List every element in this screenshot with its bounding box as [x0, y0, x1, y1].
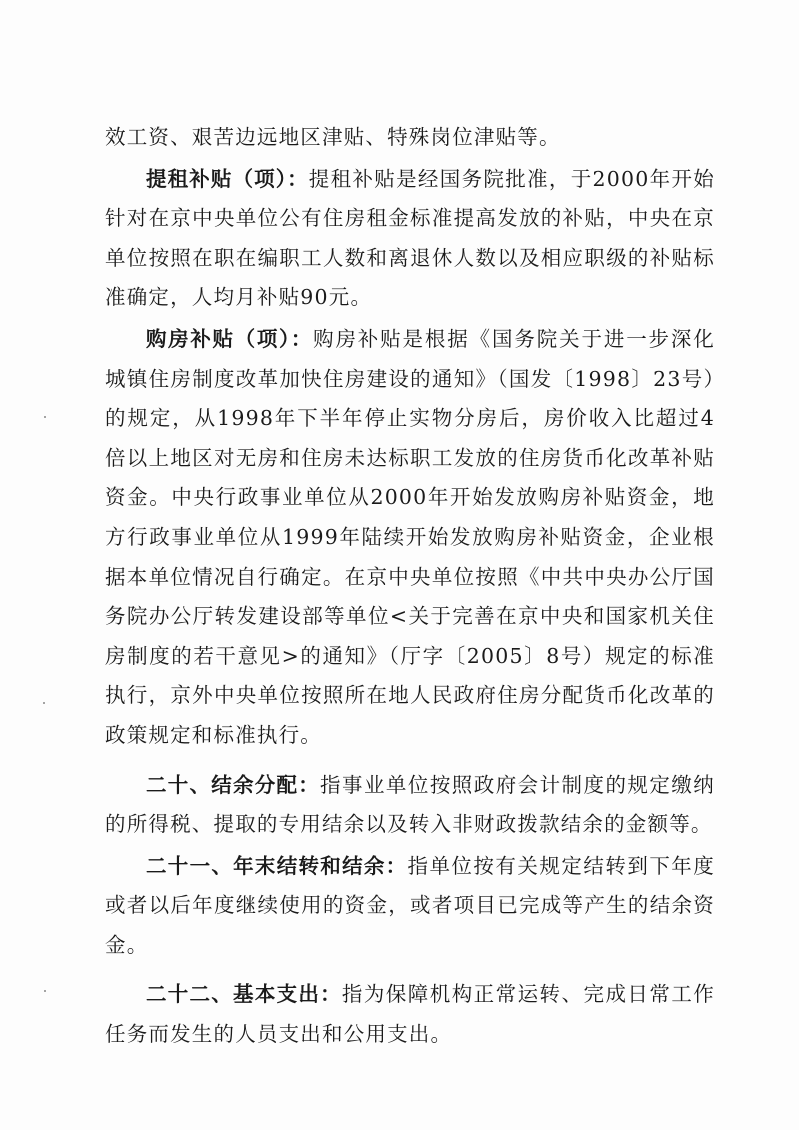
term-heading: 二十、结余分配： — [146, 772, 321, 797]
paragraph — [105, 975, 715, 1054]
paragraph-text: 效工资、艰苦边远地区津贴、特殊岗位津贴等。 — [105, 125, 561, 149]
paragraph — [105, 766, 715, 845]
paragraph — [105, 118, 715, 158]
paragraph-text: 提租补贴是经国务院批准，于2000年开始针对在京中央单位公有住房租金标准提高发放的补贴，中央在京单位按照在职在编职工人数和离退休人数以及相应职级的补贴标准确定，人均月补贴90元。 — [105, 166, 716, 310]
paragraph-text: 指单位按有关规定结转到下年度或者以后年度继续使用的资金，或者项目已完成等产生的结余资金。 — [105, 853, 715, 957]
term-heading: 二十一、年末结转和结余： — [146, 853, 408, 878]
term-heading: 提租补贴（项）： — [146, 166, 309, 191]
scan-speck — [43, 702, 45, 704]
term-heading: 购房补贴（项）： — [146, 326, 314, 351]
scan-speck — [44, 416, 46, 418]
paragraph-text: 指为保障机构正常运转、完成日常工作任务而发生的人员支出和公用支出。 — [105, 982, 715, 1047]
paragraph — [105, 847, 715, 966]
term-heading: 二十二、基本支出： — [146, 982, 342, 1007]
document-body — [105, 118, 715, 1055]
paragraph — [105, 320, 715, 756]
scan-speck — [44, 990, 46, 992]
paragraph-text: 指事业单位按照政府会计制度的规定缴纳的所得税、提取的专用结余以及转入非财政拨款结余的金额等。 — [105, 772, 715, 837]
paragraph — [105, 160, 715, 318]
paragraph-text: 购房补贴是根据《国务院关于进一步深化城镇住房制度改革加快住房建设的通知》（国发〔1998〕23号）的规定，从1998年下半年停止实物分房后，房价收入比超过4倍以上地区对无房和住房未达标职工发放的住房货币化改革补贴资金。中央行政事业单位从2000年开始发放购房补贴资金，地方行政事业单位从1999年陆续开始发放购房补贴资金，企业根据本单位情况自行确定。在京中央单位按照《中共中央办公厅国务院办公厅转发建设部等单位<关于完善在京中央和国家机关住房制度的若干意见>的通知》（厅字〔2005〕8号）规定的标准执行，京外中央单位按照所在地人民政府住房分配货币化改革的政策规定和标准执行。 — [105, 326, 715, 747]
